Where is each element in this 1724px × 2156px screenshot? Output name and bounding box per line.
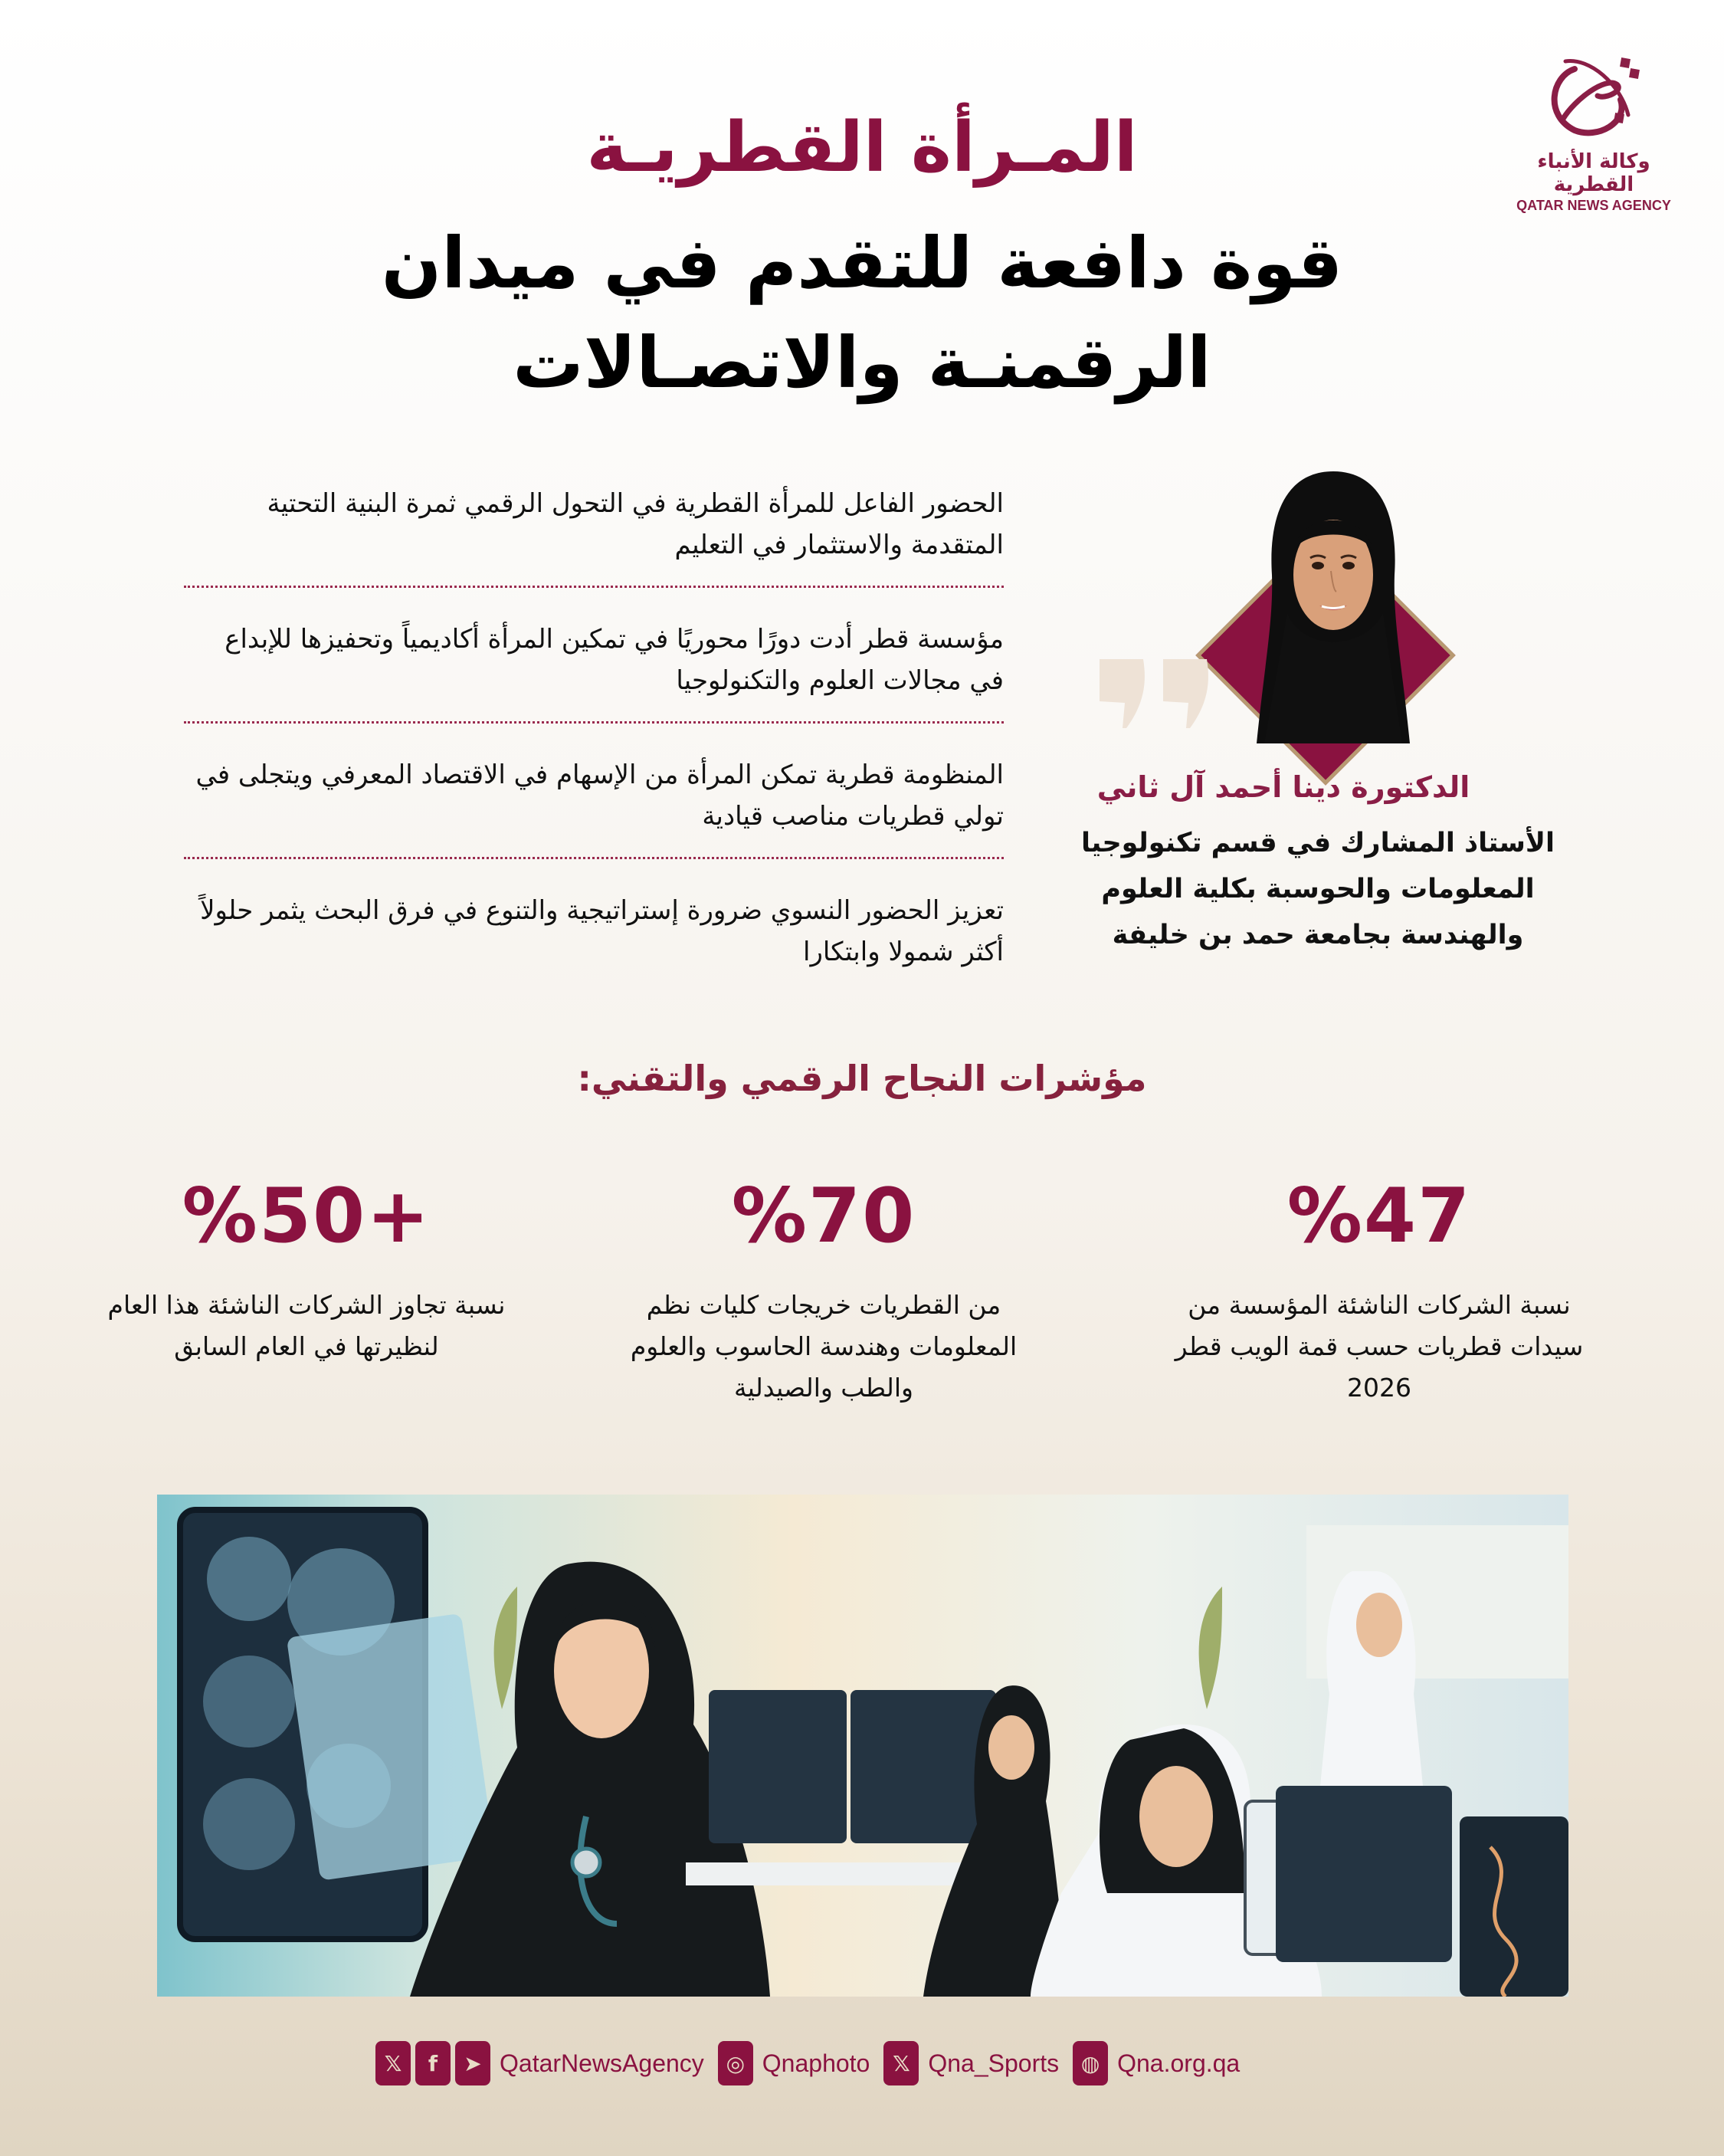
stat-value: %47	[1286, 1173, 1472, 1260]
stat-description: من القطريات خريجات كليات نظم المعلومات وهندسة الحاسوب والعلوم والطب والصيدلية	[630, 1290, 1018, 1403]
stat-value: %70	[731, 1173, 916, 1260]
website-link[interactable]: Qna.org.qa	[1117, 2049, 1241, 2077]
logo-text-ar: وكالة الأنباء القطرية	[1537, 150, 1650, 196]
stat-card	[92, 1173, 521, 1367]
web-globe-icon[interactable]: ◍	[1073, 2041, 1108, 2085]
handle-photo-link[interactable]: Qnaphoto	[762, 2049, 870, 2077]
telegram-icon[interactable]: ➤	[455, 2041, 490, 2085]
quote-icon	[1096, 655, 1218, 732]
stat-card	[609, 1173, 1038, 1409]
profile-name: الدكتورة دينا أحمد آل ثاني	[1096, 770, 1470, 804]
profile-role-line: الأستاذ المشارك في قسم تكنولوجيا	[1081, 828, 1555, 858]
key-point: تعزيز الحضور النسوي ضرورة إستراتيجية والتنوع في فرق البحث يثمر حلولاً أكثر شمولا وابتكارا	[200, 895, 1004, 967]
main-title-line2: الرقمنـة والاتصـالات	[513, 322, 1211, 404]
key-points-list	[184, 475, 1004, 1016]
key-point: الحضور الفاعل للمرأة القطرية في التحول الرقمي ثمرة البنية التحتية المتقدمة والاستثمار في التعليم	[184, 475, 1004, 588]
key-point: مؤسسة قطر أدت دورًا محوريًا في تمكين المرأة أكاديمياً وتحفيزها للإبداع في مجالات العلوم والتكنولوجيا	[184, 611, 1004, 724]
profile-role-line: والهندسة بجامعة حمد بن خليفة	[1112, 920, 1524, 950]
logo-text-en: QATAR NEWS AGENCY	[1516, 198, 1671, 213]
stat-description: نسبة تجاوز الشركات الناشئة هذا العام لنظيرتها في العام السابق	[107, 1290, 506, 1361]
x-icon[interactable]: 𝕏	[375, 2041, 411, 2085]
indicators-title: مؤشرات النجاح الرقمي والتقني:	[577, 1058, 1147, 1099]
instagram-icon[interactable]: ◎	[718, 2041, 753, 2085]
key-point: المنظومة قطرية تمكن المرأة من الإسهام في الاقتصاد المعرفي ويتجلى في تولي قطريات مناصب قيادية	[184, 747, 1004, 859]
stat-description: نسبة الشركات الناشئة المؤسسة من سيدات قطريات حسب قمة الويب قطر 2026	[1175, 1290, 1584, 1403]
facebook-icon[interactable]: f	[415, 2041, 451, 2085]
stat-value: %50+	[182, 1173, 431, 1260]
handle-main-link[interactable]: QatarNewsAgency	[500, 2049, 704, 2077]
handle-sports-link[interactable]: Qna_Sports	[928, 2049, 1060, 2077]
x-sports-icon[interactable]: 𝕏	[883, 2041, 919, 2085]
kicker-title: المـرأة القطريـة	[586, 107, 1138, 188]
social-footer	[375, 2040, 1249, 2086]
profile-role	[1073, 820, 1563, 958]
illustration-women-in-tech	[157, 1495, 1568, 1997]
profile-role-line: المعلومات والحوسبة بكلية العلوم	[1101, 874, 1535, 904]
main-title-line1: قوة دافعة للتقدم في ميدان	[381, 222, 1343, 304]
stat-card	[1165, 1173, 1594, 1409]
portrait-photo	[1257, 468, 1410, 743]
